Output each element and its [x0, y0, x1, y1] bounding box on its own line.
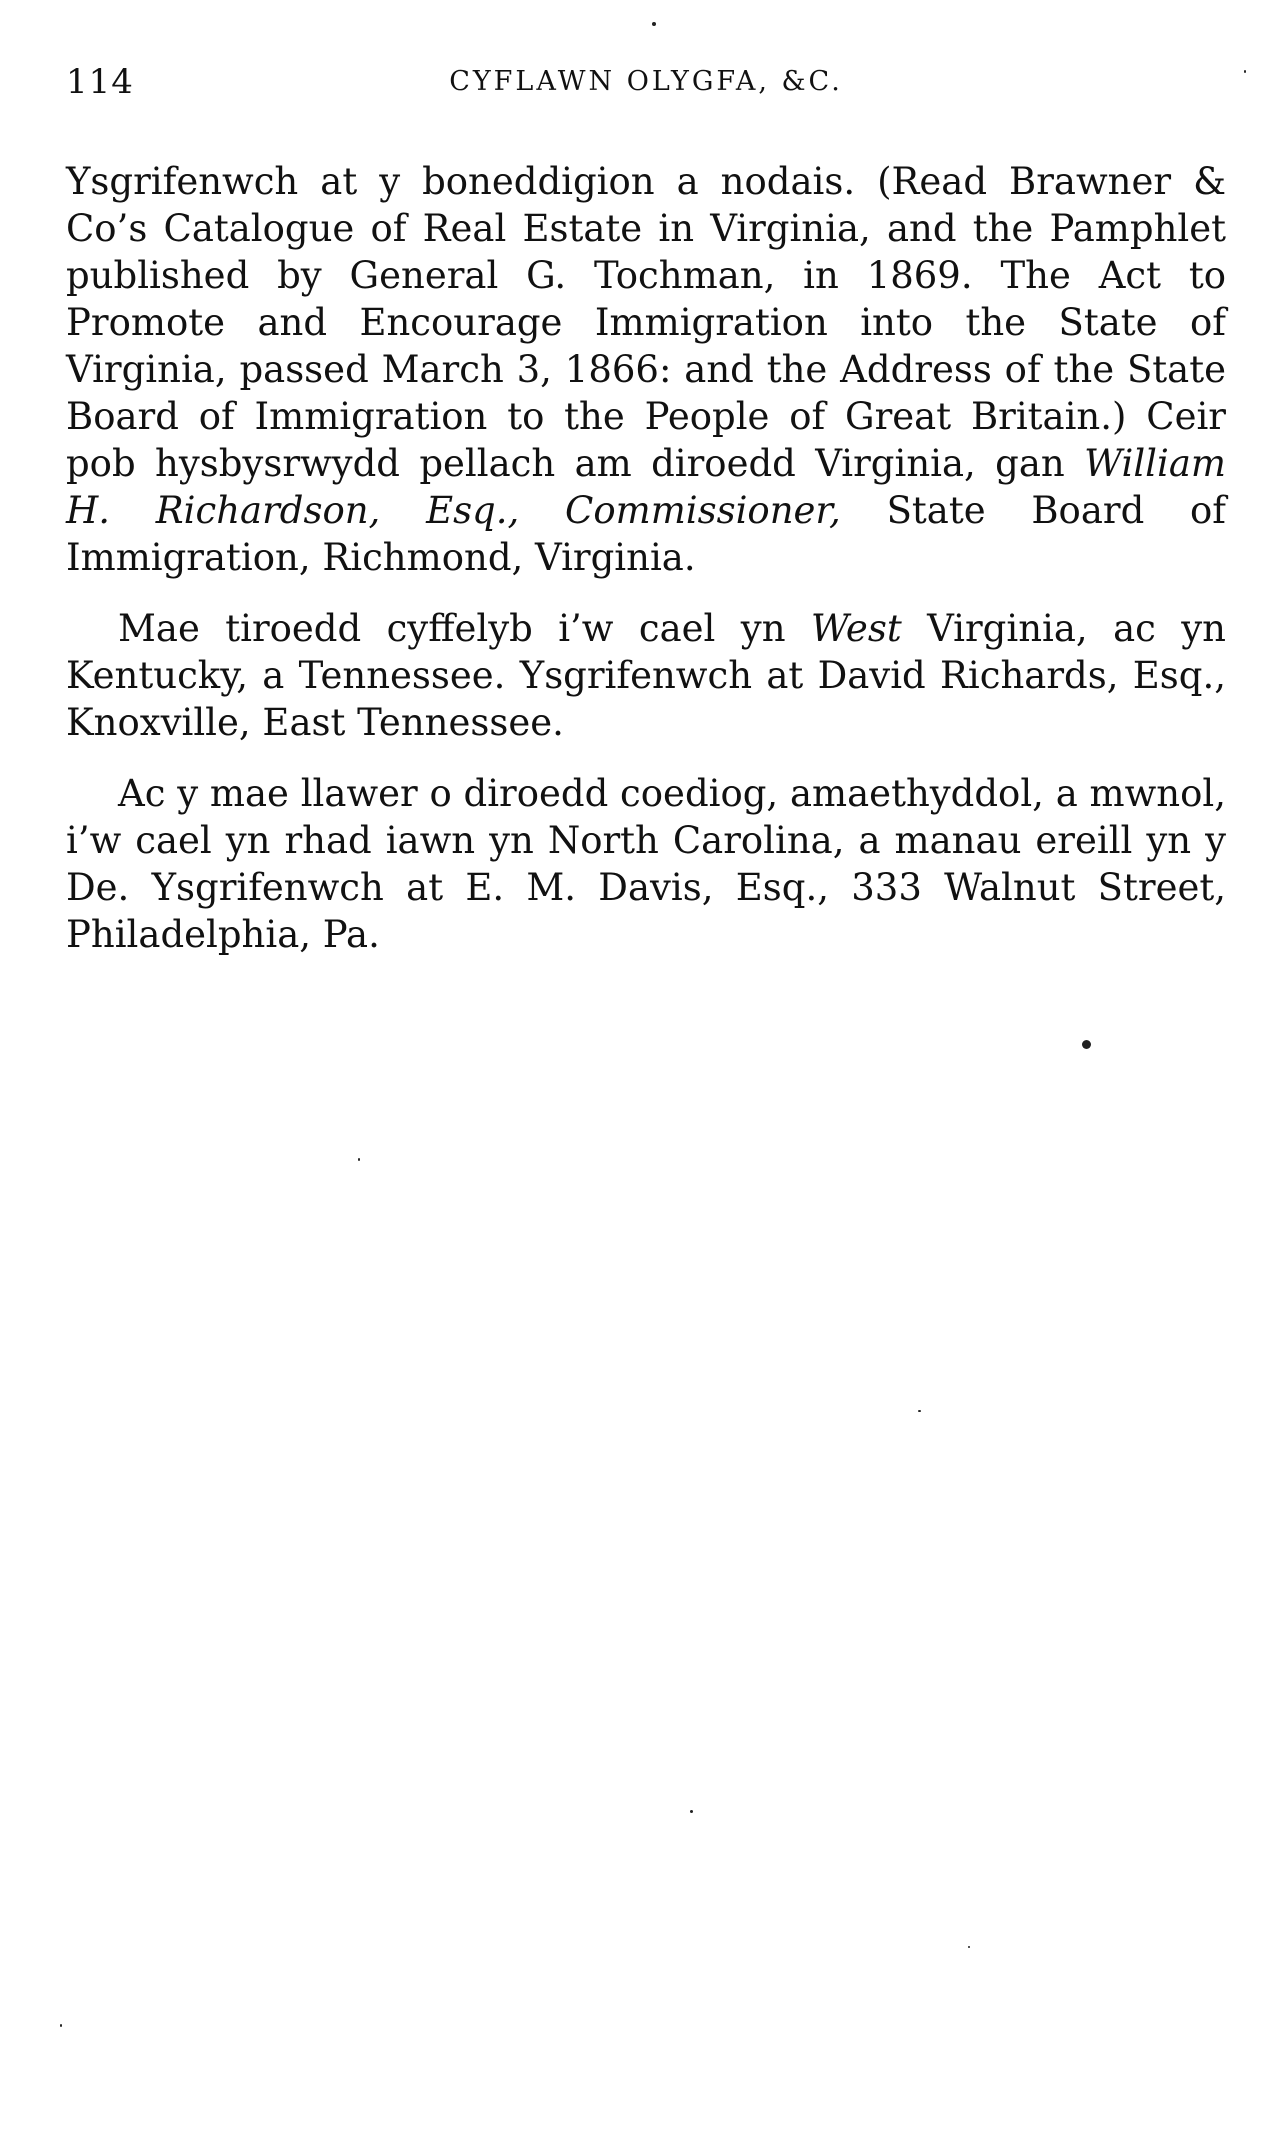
paragraph-text: Mae tiroedd cyffelyb i’w cael yn — [118, 607, 811, 650]
scan-speck — [60, 2024, 62, 2027]
scan-speck — [1244, 70, 1246, 73]
scan-speck — [690, 1810, 693, 1813]
paragraph — [66, 158, 1226, 581]
scan-speck — [652, 22, 656, 26]
paragraph — [66, 605, 1226, 746]
running-title: CYFLAWN OLYGFA, &C. — [449, 66, 843, 97]
running-head — [66, 56, 1226, 108]
scan-speck — [1082, 1040, 1091, 1049]
scan-speck — [358, 1158, 360, 1161]
paragraph — [66, 770, 1226, 958]
scan-speck — [968, 1946, 970, 1948]
scan-speck — [918, 1410, 921, 1412]
italic-text: West — [810, 607, 902, 650]
body-text — [66, 158, 1226, 958]
paragraph-text: State Board of Immigration, Richmond, Virginia. — [66, 489, 1226, 579]
page-number: 114 — [66, 62, 134, 102]
paragraph-text: Virginia, ac yn Kentucky, a Tennessee. Ysgrifenwch at David Richards, Esq., Knoxville, East Tennessee. — [66, 607, 1226, 744]
paragraph-text: Ac y mae llawer o diroedd coediog, amaethyddol, a mwnol, i’w cael yn rhad iawn yn North Carolina, a manau ereill yn y De. Ysgrifenwch at E. M. Davis, Esq., 333 Walnut Street, Philadelphia, Pa. — [66, 772, 1226, 956]
paragraph-text: Ysgrifenwch at y boneddigion a nodais. (Read Brawner & Co’s Catalogue of Real Estate in Virginia, and the Pamphlet published by General G. Tochman, in 1869. The Act to Promote and Encourage Immigration into the State of Virginia, passed March 3, 1866: and the Address of the State Board of Immigration to the People of Great Britain.) Ceir pob hysbysrwydd pellach am diroedd Virginia, gan — [66, 160, 1226, 485]
italic-text: William H. Richardson, Esq., Commissioner, — [66, 442, 1226, 532]
